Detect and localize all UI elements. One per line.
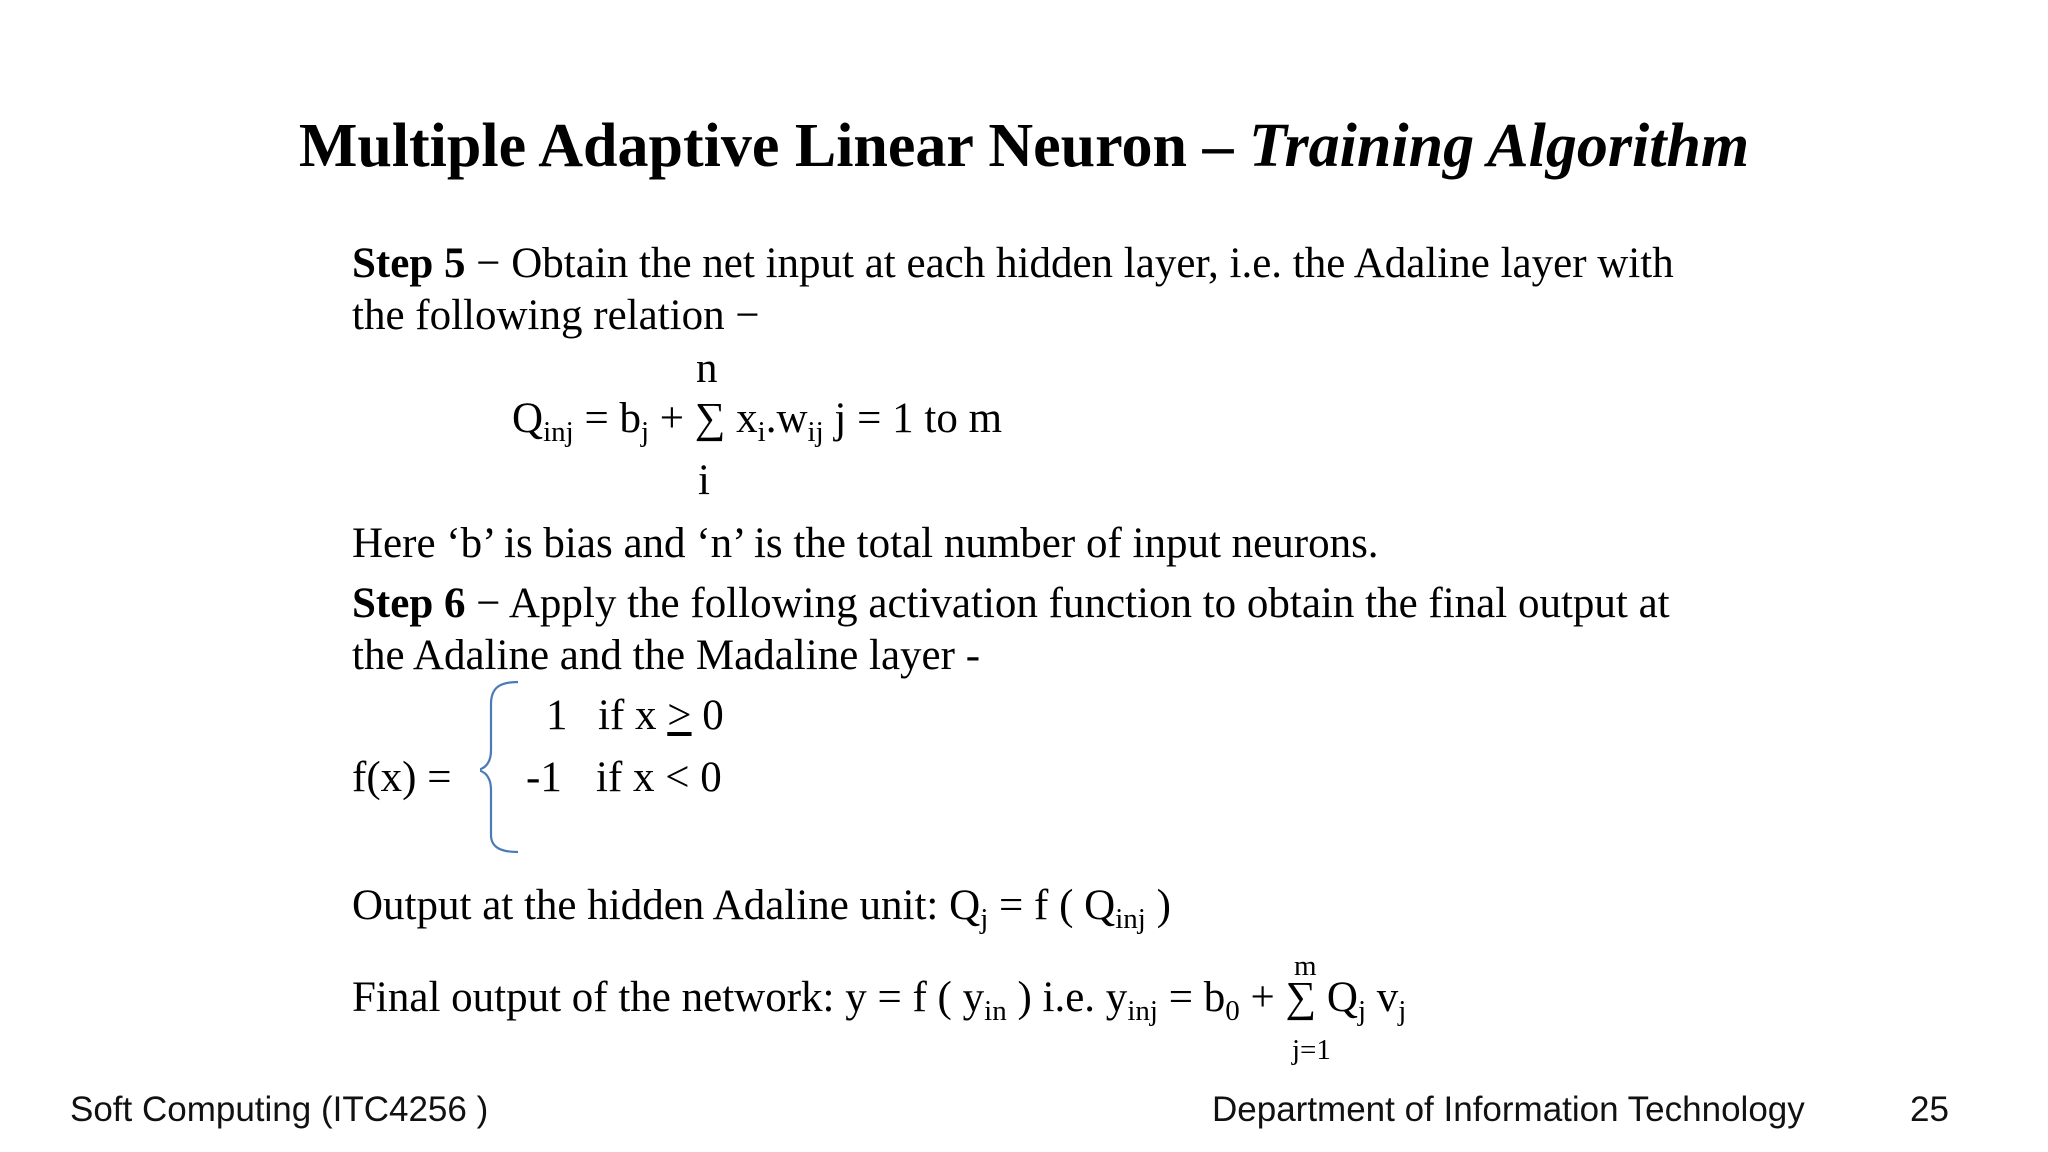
step5-line1	[352, 238, 1674, 290]
final-sum-lower: j=1	[1292, 1034, 1331, 1066]
case2-condition: if x < 0	[596, 754, 722, 801]
curly-brace-icon	[480, 680, 530, 855]
case1-value: 1	[546, 692, 568, 739]
net-input-equation: $Q_{inj} = b_j$ + ∑ $x_i.w_{ij}$ j = 1 to m	[512, 395, 1003, 448]
step5-line2: the following relation −	[352, 292, 760, 339]
step5-text: − Obtain the net input at each hidden layer, i.e. the Adaline layer with	[465, 240, 1674, 287]
slide-title	[0, 108, 2048, 184]
sum-lower-limit: i	[698, 457, 710, 504]
case1-condition: if x > 0	[598, 692, 724, 739]
final-output-line: Final output of the network: y = f ( $y_{in}$ ) i.e. $y_{inj} = b_0$ + ∑ $Q_j$ $v_j$	[352, 974, 1407, 1027]
step5-label: Step 5	[352, 240, 466, 287]
footer-department: Department of Information Technology	[1212, 1090, 1805, 1129]
sum-upper-limit: n	[696, 345, 718, 392]
step6-line2: the Adaline and the Madaline layer -	[352, 632, 981, 679]
step6-line1	[352, 578, 1670, 630]
step6-text: − Apply the following activation function to obtain the final output at	[465, 580, 1670, 627]
final-sum-upper: m	[1294, 950, 1317, 982]
footer-course: Soft Computing (ITC4256 )	[70, 1090, 489, 1129]
page-number: 25	[1910, 1090, 1949, 1129]
case2-value: -1	[526, 754, 562, 801]
title-italic: Training Algorithm	[1248, 112, 1750, 180]
fx-label: f(x) =	[352, 754, 452, 801]
hidden-output-line: Output at the hidden Adaline unit: $Q_j = f$ ( $Q_{inj}$ )	[352, 882, 1171, 935]
title-main: Multiple Adaptive Linear Neuron –	[298, 112, 1249, 180]
bias-note: Here ‘b’ is bias and ‘n’ is the total number of input neurons.	[352, 520, 1379, 567]
step6-label: Step 6	[352, 580, 466, 627]
